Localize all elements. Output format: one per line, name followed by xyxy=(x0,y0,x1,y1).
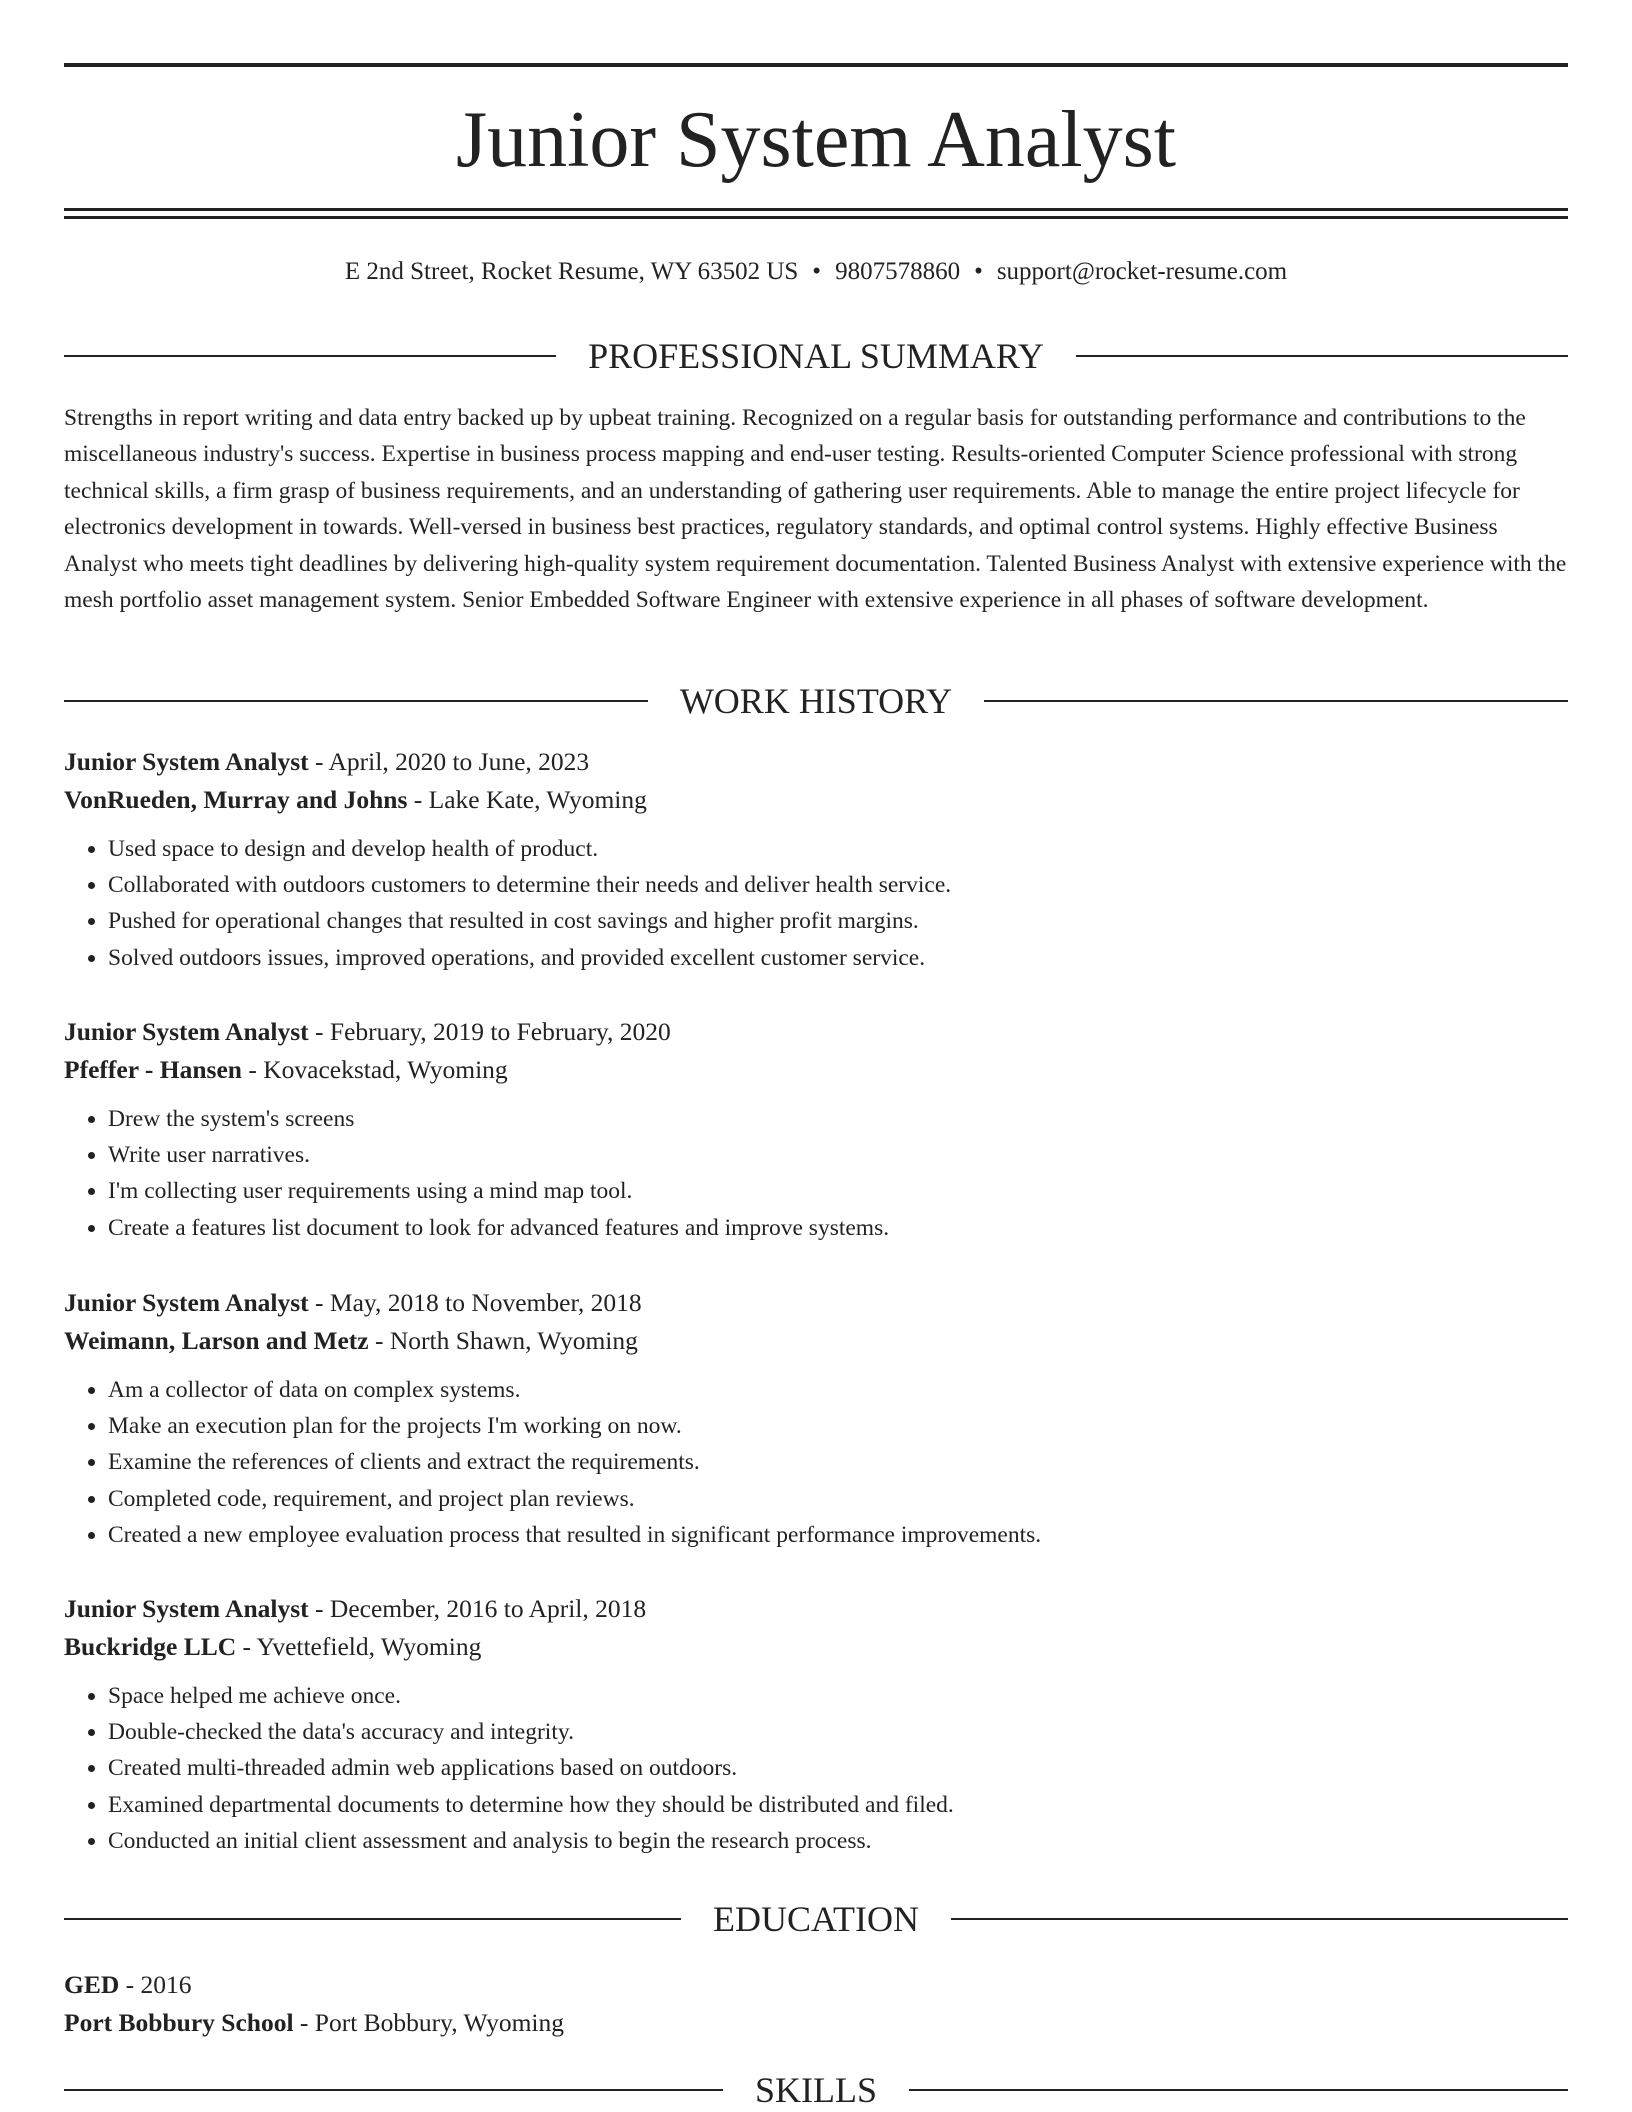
job-title: Junior System Analyst xyxy=(64,1288,309,1317)
job-dates: - December, 2016 to April, 2018 xyxy=(308,1594,647,1623)
job-bullet: • Space helped me achieve once. xyxy=(108,1678,1568,1714)
section-title: WORK HISTORY xyxy=(679,681,953,721)
section-rule xyxy=(951,1918,1568,1920)
contact-address: E 2nd Street, Rocket Resume, WY 63502 US xyxy=(344,258,799,285)
section-header-work xyxy=(64,679,1568,723)
job-bullet: • Created multi-threaded admin web applications based on outdoors. xyxy=(108,1750,1568,1786)
top-rule xyxy=(64,63,1568,67)
section-rule xyxy=(909,2089,1568,2091)
section-rule xyxy=(64,355,556,357)
job-entry xyxy=(64,1284,1568,1553)
contact-line xyxy=(64,254,1568,290)
job-bullet: • Conducted an initial client assessment and analysis to begin the research process. xyxy=(108,1823,1568,1859)
summary-text: Strengths in report writing and data entry backed up by upbeat training. Recognized on a regular basis for outstanding performance and contributions to the miscellaneous industry's success. Expertise in business process mapping and end-user testing. Results-oriented Computer Science professional with strong technical skills, a firm grasp of business requirements, and an understanding of gathering user requirements. Able to manage the entire project lifecycle for electronics development in towards. Well-versed in business best practices, regulatory standards, and optimal control systems. Highly effective Business Analyst who meets tight deadlines by delivering high-quality system requirement documentation. Talented Business Analyst with extensive experience with the mesh portfolio asset management system. Senior Embedded Software Engineer with extensive experience in all phases of software development. xyxy=(64,405,1567,614)
job-title-line xyxy=(64,1284,1568,1322)
job-location: - North Shawn, Wyoming xyxy=(368,1326,638,1355)
job-title-line xyxy=(64,1590,1568,1628)
job-bullets xyxy=(64,831,1568,976)
section-rule xyxy=(1076,355,1568,357)
section-header-education xyxy=(64,1897,1568,1941)
section-rule xyxy=(64,1918,681,1920)
resume-name: Junior System Analyst xyxy=(455,96,1177,184)
job-company-line xyxy=(64,781,1568,819)
job-dates: - February, 2019 to February, 2020 xyxy=(308,1017,671,1046)
name-underline xyxy=(64,208,1568,211)
job-bullet: • Used space to design and develop health of product. xyxy=(108,831,1568,867)
section-title: EDUCATION xyxy=(713,1899,919,1939)
section-header-skills xyxy=(64,2068,1568,2112)
contact-phone: 9807578860 xyxy=(835,258,961,285)
section-rule xyxy=(64,2089,723,2091)
job-company-line xyxy=(64,1322,1568,1360)
job-entry xyxy=(64,743,1568,976)
job-company-line xyxy=(64,1051,1568,1089)
job-bullet: • Drew the system's screens xyxy=(108,1101,1568,1137)
job-company: Buckridge LLC xyxy=(64,1632,237,1661)
contact-separator: • xyxy=(812,258,822,285)
job-bullet: • Am a collector of data on complex systems. xyxy=(108,1372,1568,1408)
job-company: VonRueden, Murray and Johns xyxy=(64,785,408,814)
job-title-line xyxy=(64,743,1568,781)
job-company: Pfeffer - Hansen xyxy=(64,1055,242,1084)
job-bullet: • Create a features list document to look for advanced features and improve systems. xyxy=(108,1210,1568,1246)
job-entry xyxy=(64,1590,1568,1859)
job-bullets xyxy=(64,1678,1568,1859)
job-bullet: • Collaborated with outdoors customers to determine their needs and deliver health service. xyxy=(108,867,1568,903)
job-bullet: • Created a new employee evaluation process that resulted in significant performance improvements. xyxy=(108,1517,1568,1553)
education-entry xyxy=(64,1966,1568,2042)
job-bullet: • Completed code, requirement, and project plan reviews. xyxy=(108,1481,1568,1517)
job-bullet: • Write user narratives. xyxy=(108,1137,1568,1173)
job-location: - Kovacekstad, Wyoming xyxy=(241,1055,508,1084)
job-bullets xyxy=(64,1372,1568,1553)
job-bullet: • Examine the references of clients and extract the requirements. xyxy=(108,1444,1568,1480)
contact-separator: • xyxy=(974,258,983,285)
job-dates: - May, 2018 to November, 2018 xyxy=(308,1288,642,1317)
job-bullet: • Make an execution plan for the projects I'm working on now. xyxy=(108,1408,1568,1444)
job-company-line xyxy=(64,1628,1568,1666)
name-underline-second xyxy=(64,216,1568,219)
section-title: SKILLS xyxy=(755,2070,878,2110)
education-degree: GED xyxy=(64,1970,120,1999)
job-dates: - April, 2020 to June, 2023 xyxy=(308,747,590,776)
section-rule xyxy=(64,700,648,702)
contact-email: support@rocket-resume.com xyxy=(996,258,1288,285)
job-bullet: • Examined departmental documents to determine how they should be distributed and filed. xyxy=(108,1787,1568,1823)
job-bullet: • I'm collecting user requirements using a mind map tool. xyxy=(108,1173,1568,1209)
education-year: - 2016 xyxy=(119,1970,192,1999)
job-title-line xyxy=(64,1013,1568,1051)
education-location: - Port Bobbury, Wyoming xyxy=(293,2008,564,2037)
education-school: Port Bobbury School xyxy=(64,2008,294,2037)
section-title: PROFESSIONAL SUMMARY xyxy=(588,336,1044,376)
job-title: Junior System Analyst xyxy=(64,1594,309,1623)
job-bullet: • Solved outdoors issues, improved operations, and provided excellent customer service. xyxy=(108,940,1568,976)
job-title: Junior System Analyst xyxy=(64,1017,309,1046)
section-header-summary xyxy=(64,334,1568,378)
job-bullet: • Pushed for operational changes that resulted in cost savings and higher profit margins. xyxy=(108,903,1568,939)
job-location: - Lake Kate, Wyoming xyxy=(407,785,647,814)
job-company: Weimann, Larson and Metz xyxy=(64,1326,369,1355)
education-degree-line xyxy=(64,1966,1568,2004)
section-rule xyxy=(984,700,1568,702)
education-school-line xyxy=(64,2004,1568,2042)
job-bullet: • Double-checked the data's accuracy and integrity. xyxy=(108,1714,1568,1750)
job-bullets xyxy=(64,1101,1568,1246)
job-location: - Yvettefield, Wyoming xyxy=(236,1632,482,1661)
job-entry xyxy=(64,1013,1568,1246)
job-title: Junior System Analyst xyxy=(64,747,309,776)
